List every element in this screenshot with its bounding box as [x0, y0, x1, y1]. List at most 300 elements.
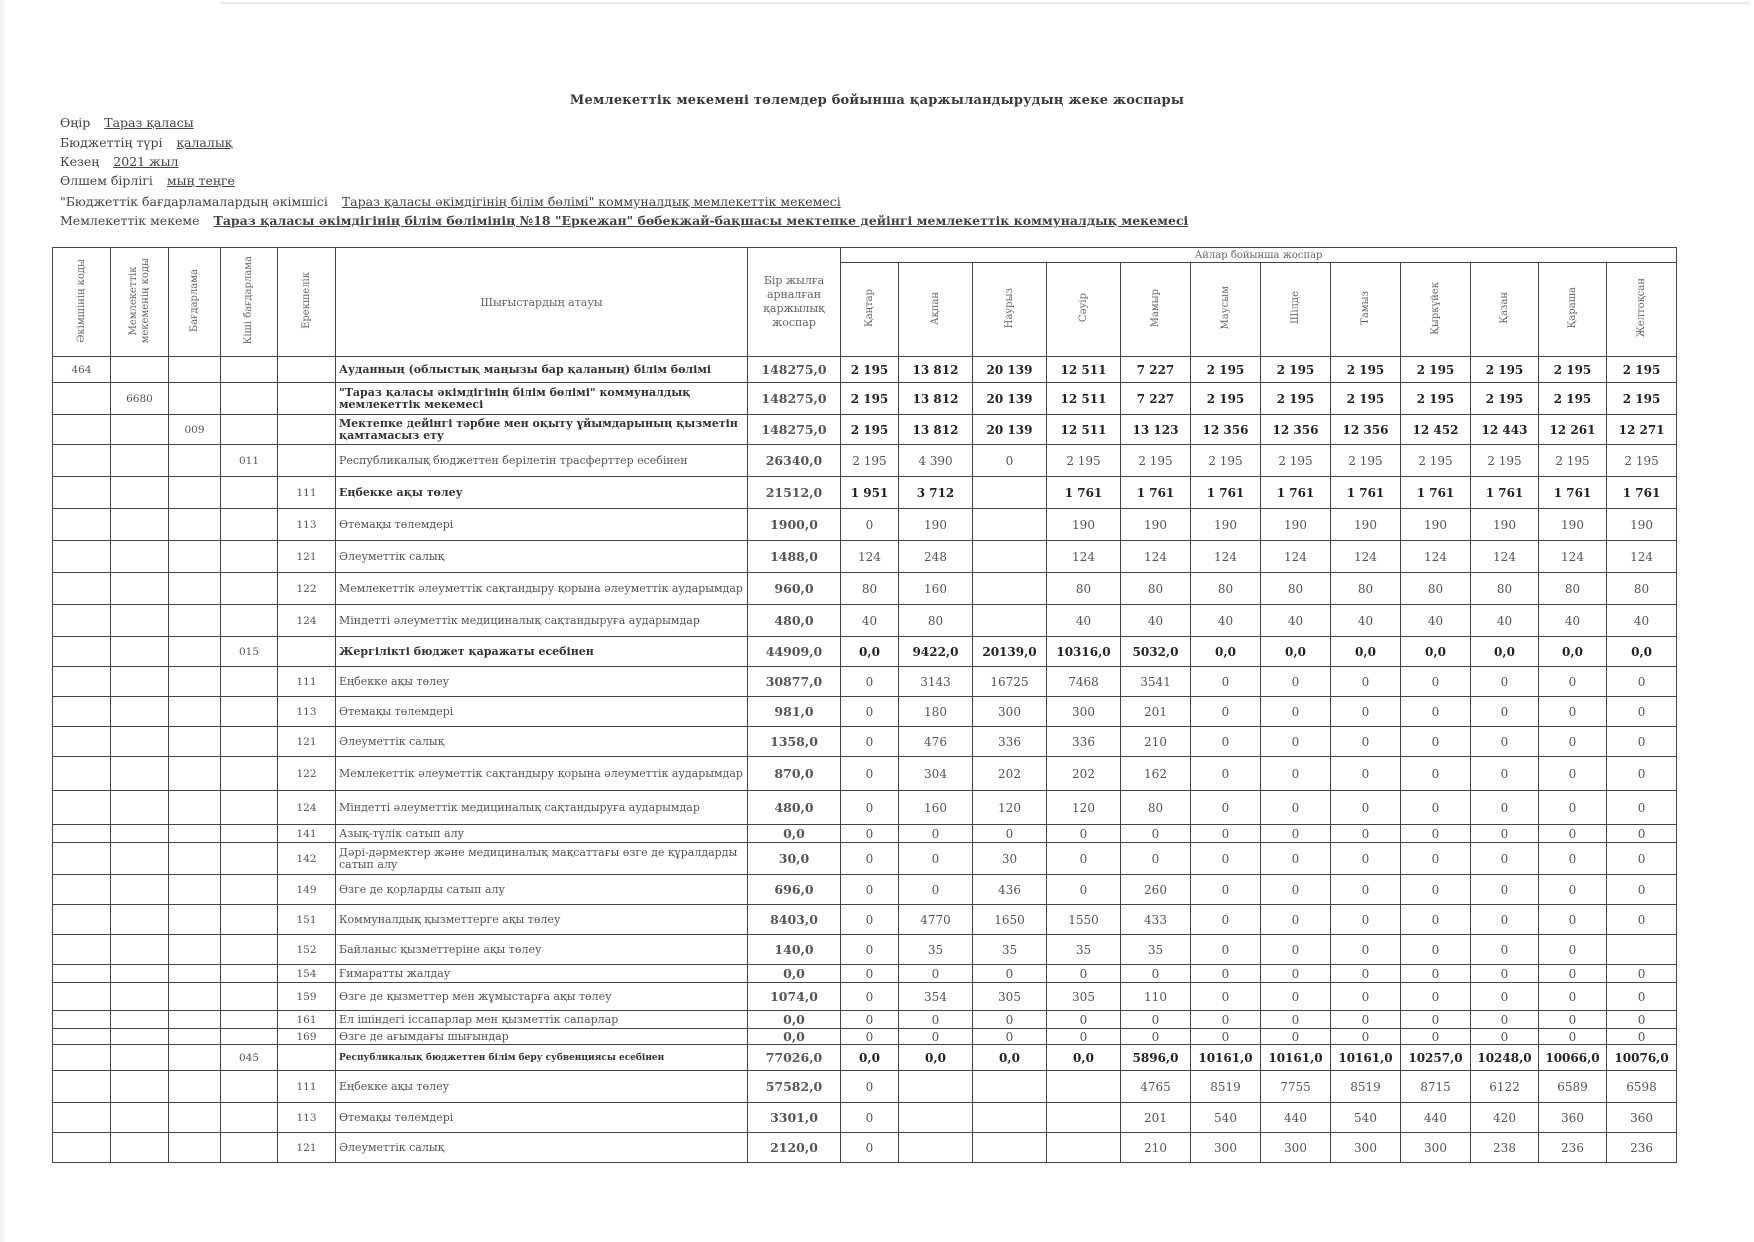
month-value-cell: 0 — [1191, 935, 1261, 965]
code-cell — [111, 541, 169, 573]
code-cell — [169, 477, 221, 509]
month-value-cell: 0 — [1331, 983, 1401, 1011]
month-value-cell: 0 — [841, 965, 899, 983]
month-value-cell: 0 — [1607, 905, 1677, 935]
month-value-cell: 80 — [1191, 573, 1261, 605]
month-value-cell: 0 — [841, 791, 899, 825]
code-cell — [169, 667, 221, 697]
month-value-cell: 0 — [1539, 727, 1607, 757]
table-row — [53, 357, 1677, 383]
month-value-cell: 160 — [899, 791, 973, 825]
code-cell — [53, 843, 111, 875]
month-value-cell: 9422,0 — [899, 637, 973, 667]
col-month: Сәуір — [1047, 263, 1121, 357]
code-cell — [221, 605, 278, 637]
expense-name-cell: Өзге де қызметтер мен жұмыстарға ақы төлеу — [336, 983, 748, 1011]
col-month: Қыркүйек — [1401, 263, 1471, 357]
col-month: Қаңтар — [841, 263, 899, 357]
unit-label: Өлшем бірлігі — [60, 173, 153, 188]
month-value-cell: 0 — [1047, 1011, 1121, 1029]
month-value-cell: 420 — [1471, 1103, 1539, 1133]
month-value-cell: 0 — [1539, 965, 1607, 983]
code-cell — [169, 791, 221, 825]
month-value-cell: 0 — [1047, 843, 1121, 875]
code-cell — [221, 383, 278, 415]
code-cell — [111, 1011, 169, 1029]
month-value-cell: 2 195 — [1401, 383, 1471, 415]
code-cell — [169, 1011, 221, 1029]
expense-name-cell: Еңбекке ақы төлеу — [336, 1071, 748, 1103]
month-value-cell: 0 — [1331, 697, 1401, 727]
month-value-cell: 0 — [1539, 935, 1607, 965]
annual-plan-cell: 981,0 — [748, 697, 841, 727]
month-value-cell: 190 — [899, 509, 973, 541]
month-value-cell: 0 — [1261, 1029, 1331, 1045]
month-value-cell: 0 — [1607, 697, 1677, 727]
month-value-cell: 0 — [1191, 667, 1261, 697]
code-cell — [111, 965, 169, 983]
month-value-cell: 0 — [1191, 697, 1261, 727]
month-value-cell: 124 — [1047, 541, 1121, 573]
code-cell: 6680 — [111, 383, 169, 415]
month-value-cell: 40 — [1607, 605, 1677, 637]
month-value-cell — [973, 1071, 1047, 1103]
month-value-cell: 540 — [1331, 1103, 1401, 1133]
code-cell: 011 — [221, 445, 278, 477]
annual-plan-cell: 140,0 — [748, 935, 841, 965]
month-value-cell: 0 — [1471, 965, 1539, 983]
month-value-cell: 210 — [1121, 727, 1191, 757]
budget-type-label: Бюджеттің түрі — [60, 135, 163, 150]
expense-name-cell: Республикалық бюджеттен берілетін трасферттер есебінен — [336, 445, 748, 477]
code-cell: 124 — [278, 791, 336, 825]
col-month: Желтоқсан — [1607, 263, 1677, 357]
month-value-cell: 2 195 — [841, 383, 899, 415]
month-value-cell: 110 — [1121, 983, 1191, 1011]
institution-label: Мемлекеттік мекеме — [60, 213, 200, 228]
month-value-cell: 2 195 — [1121, 445, 1191, 477]
month-value-cell: 0 — [1331, 1029, 1401, 1045]
col-annual-plan: Бір жылға арналған қаржылық жоспар — [748, 248, 841, 357]
code-cell — [221, 757, 278, 791]
annual-plan-cell: 148275,0 — [748, 415, 841, 445]
month-value-cell: 0 — [1261, 791, 1331, 825]
month-value-cell: 0 — [1191, 983, 1261, 1011]
expense-name-cell: Дәрі-дәрмектер және медициналық мақсаттағы өзге де құралдарды сатып алу — [336, 843, 748, 875]
code-cell: 154 — [278, 965, 336, 983]
month-value-cell: 336 — [1047, 727, 1121, 757]
month-value-cell: 0 — [1471, 825, 1539, 843]
expense-name-cell: "Тараз қаласы әкімдігінің білім бөлімі" коммуналдық мемлекеттік мекемесі — [336, 383, 748, 415]
month-value-cell: 2 195 — [1261, 383, 1331, 415]
month-value-cell: 80 — [1121, 573, 1191, 605]
code-cell — [278, 637, 336, 667]
annual-plan-cell: 148275,0 — [748, 357, 841, 383]
annual-plan-cell: 1074,0 — [748, 983, 841, 1011]
month-value-cell: 0 — [1401, 843, 1471, 875]
table-row — [53, 1045, 1677, 1071]
month-value-cell: 40 — [841, 605, 899, 637]
expense-name-cell: Өтемақы төлемдері — [336, 697, 748, 727]
code-cell — [221, 509, 278, 541]
code-cell: 159 — [278, 983, 336, 1011]
code-cell — [53, 383, 111, 415]
month-value-cell: 0 — [1607, 965, 1677, 983]
code-cell — [169, 905, 221, 935]
table-row — [53, 791, 1677, 825]
month-value-cell: 8519 — [1331, 1071, 1401, 1103]
month-value-cell: 120 — [1047, 791, 1121, 825]
code-cell — [53, 637, 111, 667]
month-value-cell: 2 195 — [1471, 357, 1539, 383]
code-cell — [53, 983, 111, 1011]
month-value-cell: 40 — [1539, 605, 1607, 637]
month-value-cell — [973, 1103, 1047, 1133]
month-value-cell: 0 — [841, 935, 899, 965]
code-cell — [221, 1029, 278, 1045]
month-value-cell: 300 — [1401, 1133, 1471, 1163]
month-value-cell: 160 — [899, 573, 973, 605]
table-row — [53, 1029, 1677, 1045]
code-cell — [221, 357, 278, 383]
month-value-cell: 2 195 — [1191, 383, 1261, 415]
table-row — [53, 825, 1677, 843]
month-value-cell: 0 — [1471, 935, 1539, 965]
code-cell — [53, 1029, 111, 1045]
month-value-cell: 13 812 — [899, 383, 973, 415]
month-value-cell: 0,0 — [1401, 637, 1471, 667]
month-value-cell: 2 195 — [1331, 445, 1401, 477]
code-cell — [111, 935, 169, 965]
month-value-cell: 35 — [973, 935, 1047, 965]
month-value-cell: 7 227 — [1121, 357, 1191, 383]
month-value-cell: 0 — [1331, 965, 1401, 983]
month-value-cell: 2 195 — [1191, 445, 1261, 477]
month-value-cell: 20 139 — [973, 357, 1047, 383]
month-value-cell: 300 — [1331, 1133, 1401, 1163]
code-cell — [53, 1103, 111, 1133]
month-value-cell: 1650 — [973, 905, 1047, 935]
code-cell — [169, 983, 221, 1011]
code-cell — [53, 415, 111, 445]
month-value-cell: 0 — [1539, 757, 1607, 791]
month-value-cell: 0 — [1401, 697, 1471, 727]
month-value-cell: 0 — [1607, 727, 1677, 757]
month-value-cell: 0,0 — [1191, 637, 1261, 667]
code-cell — [221, 573, 278, 605]
code-cell — [221, 415, 278, 445]
month-value-cell: 20 139 — [973, 415, 1047, 445]
month-value-cell: 30 — [973, 843, 1047, 875]
code-cell — [221, 727, 278, 757]
month-value-cell: 2 195 — [1331, 383, 1401, 415]
month-value-cell: 0 — [1607, 875, 1677, 905]
month-value-cell: 2 195 — [841, 357, 899, 383]
code-cell — [111, 573, 169, 605]
month-value-cell: 190 — [1191, 509, 1261, 541]
month-value-cell: 0 — [1331, 1011, 1401, 1029]
table-row — [53, 573, 1677, 605]
code-cell — [111, 697, 169, 727]
month-value-cell: 80 — [1261, 573, 1331, 605]
expense-name-cell: Мемлекеттік әлеуметтік сақтандыру қорына әлеуметтік аударымдар — [336, 757, 748, 791]
table-row — [53, 637, 1677, 667]
month-value-cell — [1047, 1103, 1121, 1133]
month-value-cell: 12 452 — [1401, 415, 1471, 445]
month-value-cell: 124 — [1401, 541, 1471, 573]
code-cell — [111, 1029, 169, 1045]
period-value: 2021 жыл — [113, 154, 179, 169]
code-cell — [53, 905, 111, 935]
month-value-cell: 0 — [1331, 935, 1401, 965]
month-value-cell: 360 — [1539, 1103, 1607, 1133]
code-cell — [111, 1071, 169, 1103]
code-cell — [111, 1045, 169, 1071]
expense-name-cell: Еңбекке ақы төлеу — [336, 667, 748, 697]
month-value-cell: 0,0 — [841, 1045, 899, 1071]
month-value-cell: 1 761 — [1121, 477, 1191, 509]
month-value-cell: 0 — [1121, 825, 1191, 843]
month-value-cell: 2 195 — [1539, 383, 1607, 415]
month-value-cell: 0 — [1539, 825, 1607, 843]
code-cell — [169, 541, 221, 573]
code-cell — [111, 905, 169, 935]
code-cell — [221, 965, 278, 983]
month-value-cell: 3143 — [899, 667, 973, 697]
month-value-cell: 238 — [1471, 1133, 1539, 1163]
month-value-cell: 0 — [1261, 983, 1331, 1011]
month-value-cell: 304 — [899, 757, 973, 791]
month-value-cell: 80 — [1607, 573, 1677, 605]
month-value-cell: 0 — [1331, 843, 1401, 875]
month-value-cell: 0 — [1261, 843, 1331, 875]
month-value-cell: 10257,0 — [1401, 1045, 1471, 1071]
annual-plan-cell: 30877,0 — [748, 667, 841, 697]
code-cell — [53, 477, 111, 509]
month-value-cell: 124 — [841, 541, 899, 573]
annual-plan-cell: 1358,0 — [748, 727, 841, 757]
month-value-cell: 190 — [1607, 509, 1677, 541]
month-value-cell: 10161,0 — [1191, 1045, 1261, 1071]
month-value-cell: 0 — [1401, 875, 1471, 905]
month-value-cell: 80 — [1331, 573, 1401, 605]
month-value-cell: 0 — [1191, 727, 1261, 757]
table-row — [53, 445, 1677, 477]
month-value-cell: 0 — [899, 825, 973, 843]
month-value-cell: 0 — [1539, 875, 1607, 905]
month-value-cell: 0,0 — [1471, 637, 1539, 667]
month-value-cell: 0,0 — [1607, 637, 1677, 667]
code-cell — [111, 637, 169, 667]
month-value-cell: 12 511 — [1047, 357, 1121, 383]
expense-name-cell: Коммуналдық қызметтерге ақы төлеу — [336, 905, 748, 935]
month-value-cell: 260 — [1121, 875, 1191, 905]
code-cell — [221, 935, 278, 965]
month-value-cell: 35 — [1121, 935, 1191, 965]
month-value-cell: 20 139 — [973, 383, 1047, 415]
table-row — [53, 983, 1677, 1011]
month-value-cell: 0 — [841, 905, 899, 935]
month-value-cell: 0 — [1471, 875, 1539, 905]
month-value-cell: 433 — [1121, 905, 1191, 935]
month-value-cell: 0 — [841, 843, 899, 875]
annual-plan-cell: 77026,0 — [748, 1045, 841, 1071]
month-value-cell: 0 — [841, 983, 899, 1011]
month-value-cell: 12 511 — [1047, 415, 1121, 445]
code-cell — [53, 1071, 111, 1103]
month-value-cell: 440 — [1401, 1103, 1471, 1133]
code-cell — [169, 965, 221, 983]
table-row — [53, 509, 1677, 541]
month-value-cell: 0 — [1607, 667, 1677, 697]
month-value-cell: 0 — [1471, 757, 1539, 791]
month-value-cell: 10161,0 — [1331, 1045, 1401, 1071]
table-row — [53, 1011, 1677, 1029]
month-value-cell: 0 — [1607, 825, 1677, 843]
unit-line — [60, 173, 235, 188]
code-cell — [169, 1103, 221, 1133]
month-value-cell: 1 761 — [1401, 477, 1471, 509]
month-value-cell: 0 — [1471, 791, 1539, 825]
code-cell — [169, 935, 221, 965]
code-cell — [278, 415, 336, 445]
month-value-cell: 2 195 — [1539, 357, 1607, 383]
col-month: Тамыз — [1331, 263, 1401, 357]
table-row — [53, 935, 1677, 965]
month-value-cell: 0 — [1471, 1011, 1539, 1029]
code-cell — [53, 697, 111, 727]
code-cell — [111, 825, 169, 843]
admin-label: "Бюджеттік бағдарламалардың әкімшісі — [60, 194, 328, 209]
month-value-cell: 0 — [1261, 905, 1331, 935]
code-cell — [111, 509, 169, 541]
month-value-cell: 40 — [1121, 605, 1191, 637]
month-value-cell: 0 — [1191, 1011, 1261, 1029]
month-value-cell: 0 — [1401, 965, 1471, 983]
annual-plan-cell: 0,0 — [748, 1029, 841, 1045]
month-value-cell: 0 — [1047, 875, 1121, 905]
month-value-cell: 0 — [1047, 965, 1121, 983]
admin-line — [60, 194, 841, 209]
month-value-cell: 2 195 — [1471, 445, 1539, 477]
code-cell — [221, 905, 278, 935]
code-cell — [53, 791, 111, 825]
month-value-cell: 12 356 — [1261, 415, 1331, 445]
month-value-cell: 190 — [1471, 509, 1539, 541]
month-value-cell: 0 — [1401, 905, 1471, 935]
month-value-cell: 300 — [1261, 1133, 1331, 1163]
month-value-cell — [1047, 1133, 1121, 1163]
code-cell — [111, 875, 169, 905]
annual-plan-cell: 148275,0 — [748, 383, 841, 415]
month-value-cell: 0 — [1471, 667, 1539, 697]
month-value-cell: 0 — [899, 965, 973, 983]
code-cell — [111, 727, 169, 757]
month-value-cell: 0 — [1121, 843, 1191, 875]
code-cell — [53, 445, 111, 477]
code-cell — [53, 509, 111, 541]
region-line — [60, 115, 194, 130]
code-cell — [53, 667, 111, 697]
annual-plan-cell: 3301,0 — [748, 1103, 841, 1133]
month-value-cell — [1047, 1071, 1121, 1103]
code-cell — [169, 875, 221, 905]
month-value-cell: 300 — [973, 697, 1047, 727]
month-value-cell: 0 — [1121, 1029, 1191, 1045]
month-value-cell: 2 195 — [1607, 383, 1677, 415]
month-value-cell: 190 — [1331, 509, 1401, 541]
expense-name-cell: Өтемақы төлемдері — [336, 1103, 748, 1133]
expense-name-cell: Міндетті әлеуметтік медициналық сақтандыруға аударымдар — [336, 791, 748, 825]
code-cell: 141 — [278, 825, 336, 843]
code-cell — [169, 605, 221, 637]
month-value-cell: 10248,0 — [1471, 1045, 1539, 1071]
annual-plan-cell: 57582,0 — [748, 1071, 841, 1103]
month-value-cell: 2 195 — [1539, 445, 1607, 477]
code-cell — [53, 573, 111, 605]
month-value-cell: 0 — [1401, 983, 1471, 1011]
col-month: Қараша — [1539, 263, 1607, 357]
table-row — [53, 1103, 1677, 1133]
month-value-cell: 0 — [841, 1133, 899, 1163]
institution-value: Тараз қаласы әкімдігінің білім бөлімінің №18 "Еркежан" бөбекжай-бақшасы мектепке дейінгі мемлекеттік коммуналдық мекемесі — [213, 213, 1189, 228]
table-row — [53, 415, 1677, 445]
month-value-cell: 0 — [1191, 825, 1261, 843]
code-cell — [278, 445, 336, 477]
month-value-cell: 0 — [1261, 825, 1331, 843]
month-value-cell: 5032,0 — [1121, 637, 1191, 667]
month-value-cell: 0 — [1261, 727, 1331, 757]
code-cell — [221, 843, 278, 875]
annual-plan-cell: 0,0 — [748, 965, 841, 983]
month-value-cell: 2 195 — [1261, 357, 1331, 383]
month-value-cell: 440 — [1261, 1103, 1331, 1133]
month-value-cell: 8715 — [1401, 1071, 1471, 1103]
month-value-cell: 0 — [841, 667, 899, 697]
scan-edge-left — [0, 0, 6, 1242]
col-month: Шілде — [1261, 263, 1331, 357]
code-cell — [111, 667, 169, 697]
month-value-cell: 124 — [1121, 541, 1191, 573]
code-cell: 161 — [278, 1011, 336, 1029]
month-value-cell: 124 — [1261, 541, 1331, 573]
code-cell — [111, 1133, 169, 1163]
month-value-cell: 300 — [1047, 697, 1121, 727]
budget-type-line — [60, 135, 232, 150]
month-value-cell: 35 — [899, 935, 973, 965]
code-cell: 122 — [278, 573, 336, 605]
code-cell: 124 — [278, 605, 336, 637]
period-label: Кезең — [60, 154, 100, 169]
code-cell: 151 — [278, 905, 336, 935]
month-value-cell: 1 761 — [1047, 477, 1121, 509]
expense-name-cell: Әлеуметтік салық — [336, 1133, 748, 1163]
month-value-cell: 0 — [899, 875, 973, 905]
code-cell — [169, 1029, 221, 1045]
month-value-cell: 0 — [1191, 965, 1261, 983]
code-cell — [221, 697, 278, 727]
month-value-cell: 2 195 — [1401, 445, 1471, 477]
code-cell — [111, 843, 169, 875]
expense-name-cell: Азық-түлік сатып алу — [336, 825, 748, 843]
month-value-cell: 0 — [1607, 791, 1677, 825]
month-value-cell: 0 — [1261, 697, 1331, 727]
month-value-cell: 1 761 — [1331, 477, 1401, 509]
expense-name-cell: Еңбекке ақы төлеу — [336, 477, 748, 509]
table-row — [53, 965, 1677, 983]
month-value-cell: 0 — [1047, 1029, 1121, 1045]
table-row — [53, 383, 1677, 415]
